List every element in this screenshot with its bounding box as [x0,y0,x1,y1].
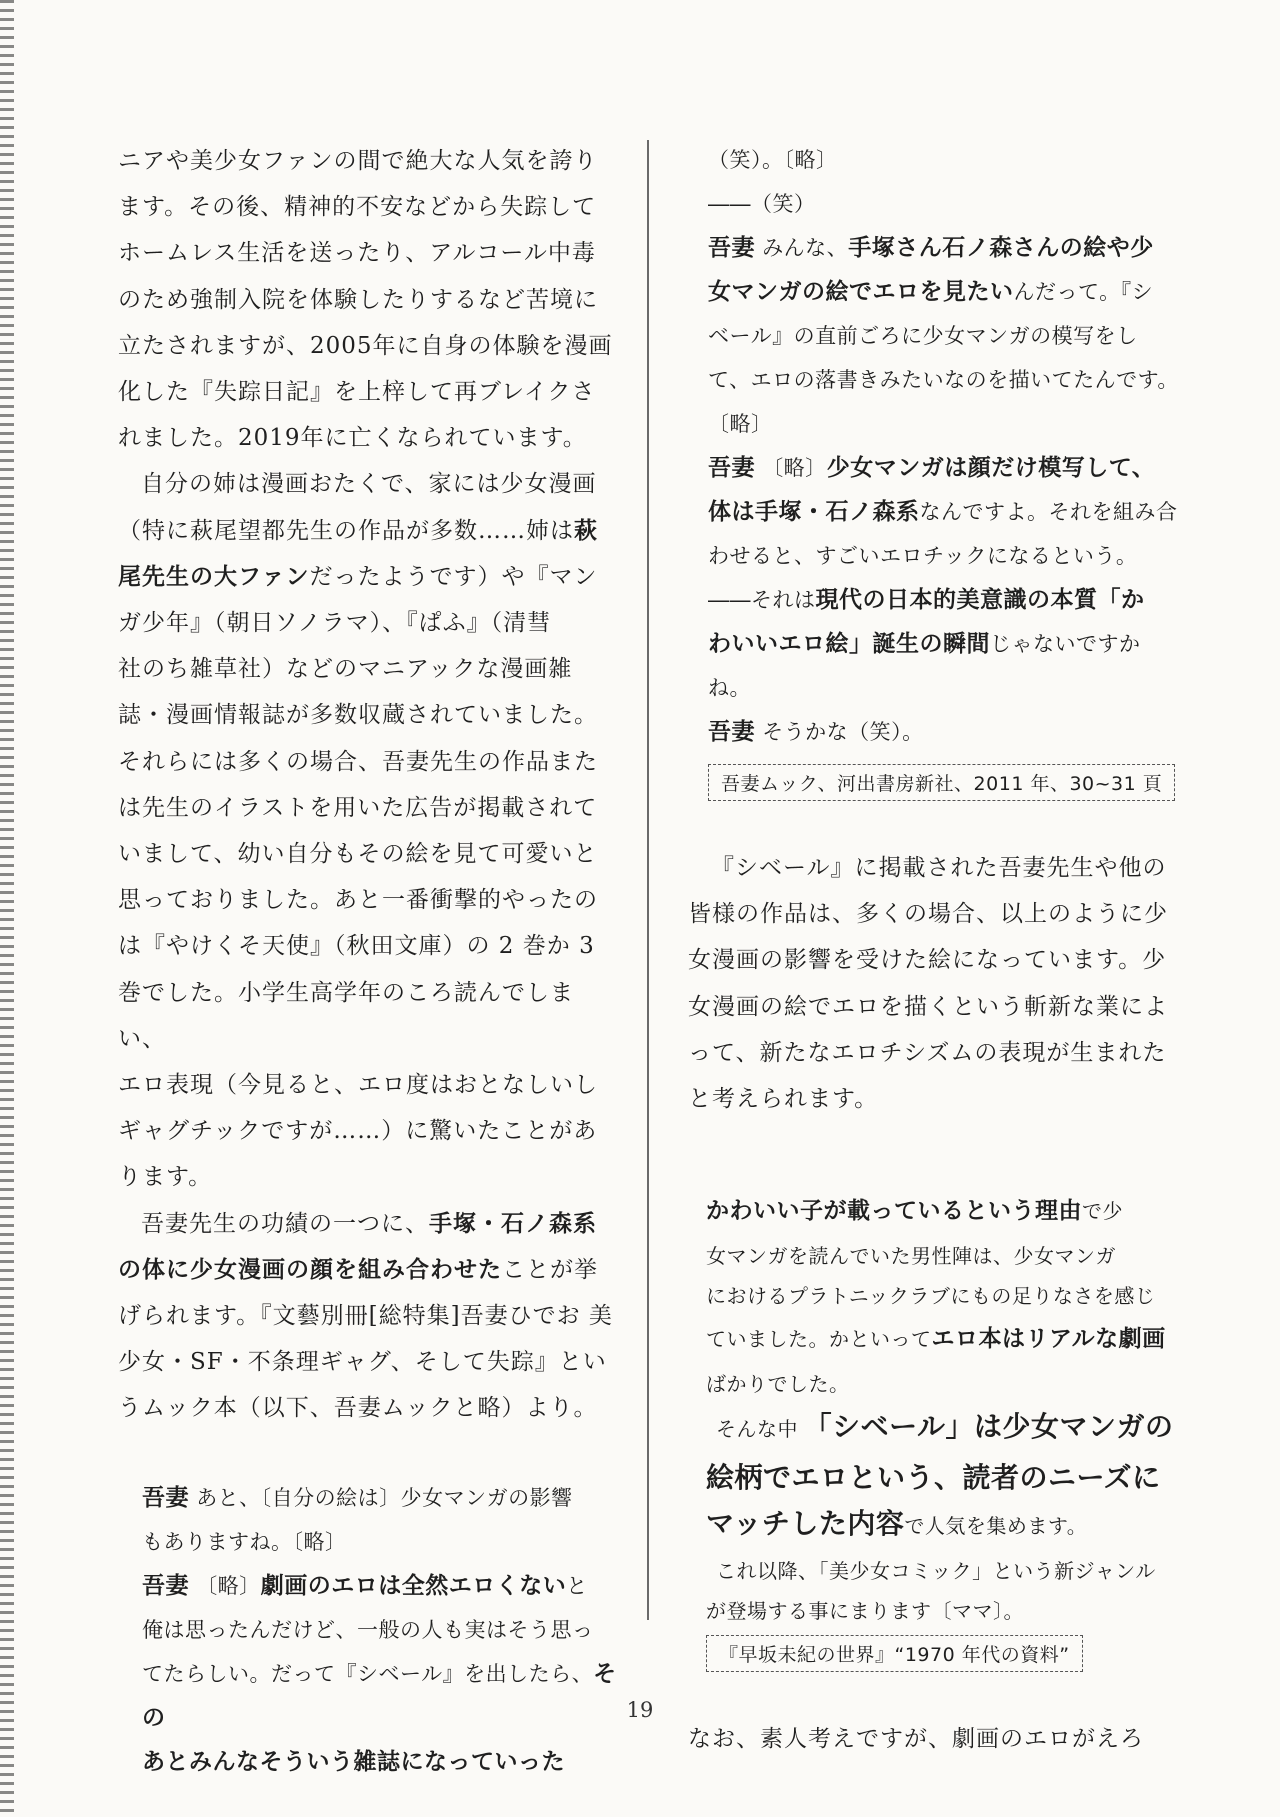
text-line: って、新たなエロチシズムの表現が生まれた [688,1039,1167,1066]
quote-line: 〔略〕 [762,456,827,480]
quote-line: じゃないですか [990,632,1141,656]
text-line: ります。 [118,1164,213,1191]
text-line: 化した『失踪日記』を上梓して再ブレイクさ [118,379,596,406]
quote-line: におけるプラトニックラブにもの足りなさを感じ [706,1284,1156,1309]
quote-line: あと、〔自分の絵は〕少女マンガの影響 [196,1485,573,1510]
text-line: 立たされますが、2005年に自身の体験を漫画 [118,332,613,359]
interview-quote-left [142,1476,618,1784]
text-line: ガ少年』（朝日ソノラマ）、『ぱふ』（清彗 [118,610,552,637]
quote-line: そうかな（笑）。 [762,720,924,744]
text-line: 自分の姉は漫画おたくで、家には少女漫画 [141,471,597,498]
paragraph-achievement [118,1201,618,1432]
text-line: だったようです）や『マン [309,563,598,590]
source-citation: 吾妻ムック、河出書房新社、2011 年、30~31 頁 [708,764,1175,801]
emphasis: 少女マンガは顔だけ模写して、 [826,455,1156,481]
quote-line: これ以降、「美少女コミック」という新ジャンル [716,1559,1156,1584]
quote-line: 〔略〕 [708,412,773,436]
text-line: ことが挙 [502,1256,598,1283]
quote-line: と [566,1573,588,1598]
paragraph-sibylle [688,845,1188,1122]
right-column [688,138,1188,1762]
quote-line: が登場する事にまります〔ママ〕。 [706,1599,1024,1624]
text-line: 吾妻先生の功績の一つに、 [141,1210,429,1237]
emphasis: 絵柄でエロという、読者のニーズに [706,1461,1161,1495]
text-line: ます。その後、精神的不安などから失踪して [118,194,597,221]
quote-line: ていました。かといって [706,1327,932,1352]
text-line: 思っておりました。あと一番衝撃的やったの [118,887,598,914]
text-line: は先生のイラストを用いた広告が掲載されて [118,794,598,821]
column-divider [647,140,649,1620]
text-line: 女漫画の影響を受けた絵になっています。少 [688,947,1167,974]
text-line: 社のち雑草社）などのマニアックな漫画雑 [118,656,573,683]
text-line: ギャグチックですが……）に驚いたことがあ [118,1118,598,1145]
quote-line: ばかりでした。 [706,1372,850,1397]
emphasis: かわいい子が載っているという理由 [706,1198,1082,1225]
text-line: 巻でした。小学生高学年のころ読んでしまい、 [118,979,574,1052]
text-line: 少女・SF・不条理ギャグ、そして失踪』とい [118,1349,607,1376]
quote-line: 俺は思ったんだけど、一般の人も実はそう思っ [142,1617,594,1642]
quote-line: もありますね。〔略〕 [142,1529,347,1554]
text-line: いまして、幼い自分もその絵を見て可愛いと [118,841,598,868]
quote-line: わせると、すごいエロチックになるという。 [708,544,1138,568]
quote-line: ベール』の直前ごろに少女マンガの模写をし [708,324,1138,348]
emphasis: あとみんなそういう雑誌になっていった [142,1748,565,1775]
quote-line: 〔略〕 [196,1573,261,1598]
text-line: エロ表現（今見ると、エロ度はおとなしいし [118,1072,598,1099]
source-citation: 『早坂未紀の世界』“1970 年代の資料” [706,1635,1083,1672]
text-line: うムック本（以下、吾妻ムックと略）より。 [118,1395,598,1422]
interview-quote-right [708,138,1188,801]
quote-line: なんですよ。それを組み合 [919,500,1178,524]
emphasis: 体は手塚・石ノ森系 [708,499,920,525]
text-line: と考えられます。 [688,1086,879,1113]
emphasis: マッチした内容 [706,1507,905,1541]
text-line: それらには多くの場合、吾妻先生の作品また [118,748,598,775]
text-line: ホームレス生活を送ったり、アルコール中毒 [118,240,596,267]
left-column [118,138,618,1784]
feature-quote [688,1188,1188,1672]
paragraph-sister [118,461,618,1200]
quote-line: て、エロの落書きみたいなのを描いてたんです。 [708,368,1179,392]
paragraph-biography [118,138,618,461]
emphasis: 現代の日本的美意識の本質「か [815,587,1145,613]
text-line: ニアや美少女ファンの間で絶大な人気を誇り [118,148,598,174]
speaker-label: 吾妻 [708,235,755,261]
quote-line: ――（笑） [708,192,816,216]
emphasis: その [142,1660,617,1731]
speaker-label: 吾妻 [708,719,755,745]
text-line: は『やけくそ天使』（秋田文庫）の 2 巻か 3 [118,933,595,960]
quote-line: ――それは [708,588,816,612]
text-line: のため強制入院を体験したりするなど苦境に [118,286,598,313]
emphasis: 劇画のエロは全然エロくない [260,1572,567,1599]
speaker-label: 吾妻 [142,1484,189,1511]
emphasis: 女マンガの絵でエロを見たい [708,279,1014,305]
quote-line: みんな、 [762,236,849,260]
text-line: げられます。『文藝別冊[総特集]吾妻ひでお 美 [118,1303,613,1330]
emphasis: 尾先生の大ファン [118,562,310,590]
text-line: 『シベール』に掲載された吾妻先生や他の [711,855,1167,881]
quote-line: 女マンガを読んでいた男性陣は、少女マンガ [706,1244,1116,1269]
quote-line: で少 [1082,1199,1123,1224]
text-line: （特に萩尾望都先生の作品が多数……姉は [118,517,574,544]
text-line: れました。2019年に亡くなられています。 [118,425,587,452]
quote-line: ね。 [708,676,751,700]
emphasis: の体に少女漫画の顔を組み合わせた [118,1255,502,1283]
emphasis: 「シベール」は少女マンガの [803,1410,1174,1444]
quote-line: （笑）。〔略〕 [708,148,838,172]
text-line: 皆様の作品は、多くの場合、以上のように少 [688,901,1168,928]
quote-line: そんな中 [716,1417,798,1442]
speaker-label: 吾妻 [708,455,755,481]
emphasis: わいいエロ絵」誕生の瞬間 [708,631,990,657]
quote-line: で人気を集めます。 [904,1514,1088,1539]
speaker-label: 吾妻 [142,1572,189,1599]
binding-edge [0,0,14,1817]
emphasis: エロ本はリアルな劇画 [931,1326,1166,1353]
emphasis: 萩 [574,516,598,544]
page-number: 19 [626,1698,654,1722]
emphasis: 手塚・石ノ森系 [429,1209,597,1237]
text-line: 誌・漫画情報誌が多数収蔵されていました。 [118,702,598,729]
quote-line: てたらしい。だって『シベール』を出したら、 [142,1661,594,1686]
paragraph-note: なお、素人考えですが、劇画のエロがえろ [688,1726,1144,1753]
emphasis: 手塚さん石ノ森さんの絵や少 [848,235,1154,261]
quote-line: んだって。『シ [1013,280,1154,304]
text-line: 女漫画の絵でエロを描くという斬新な業によ [688,993,1168,1020]
